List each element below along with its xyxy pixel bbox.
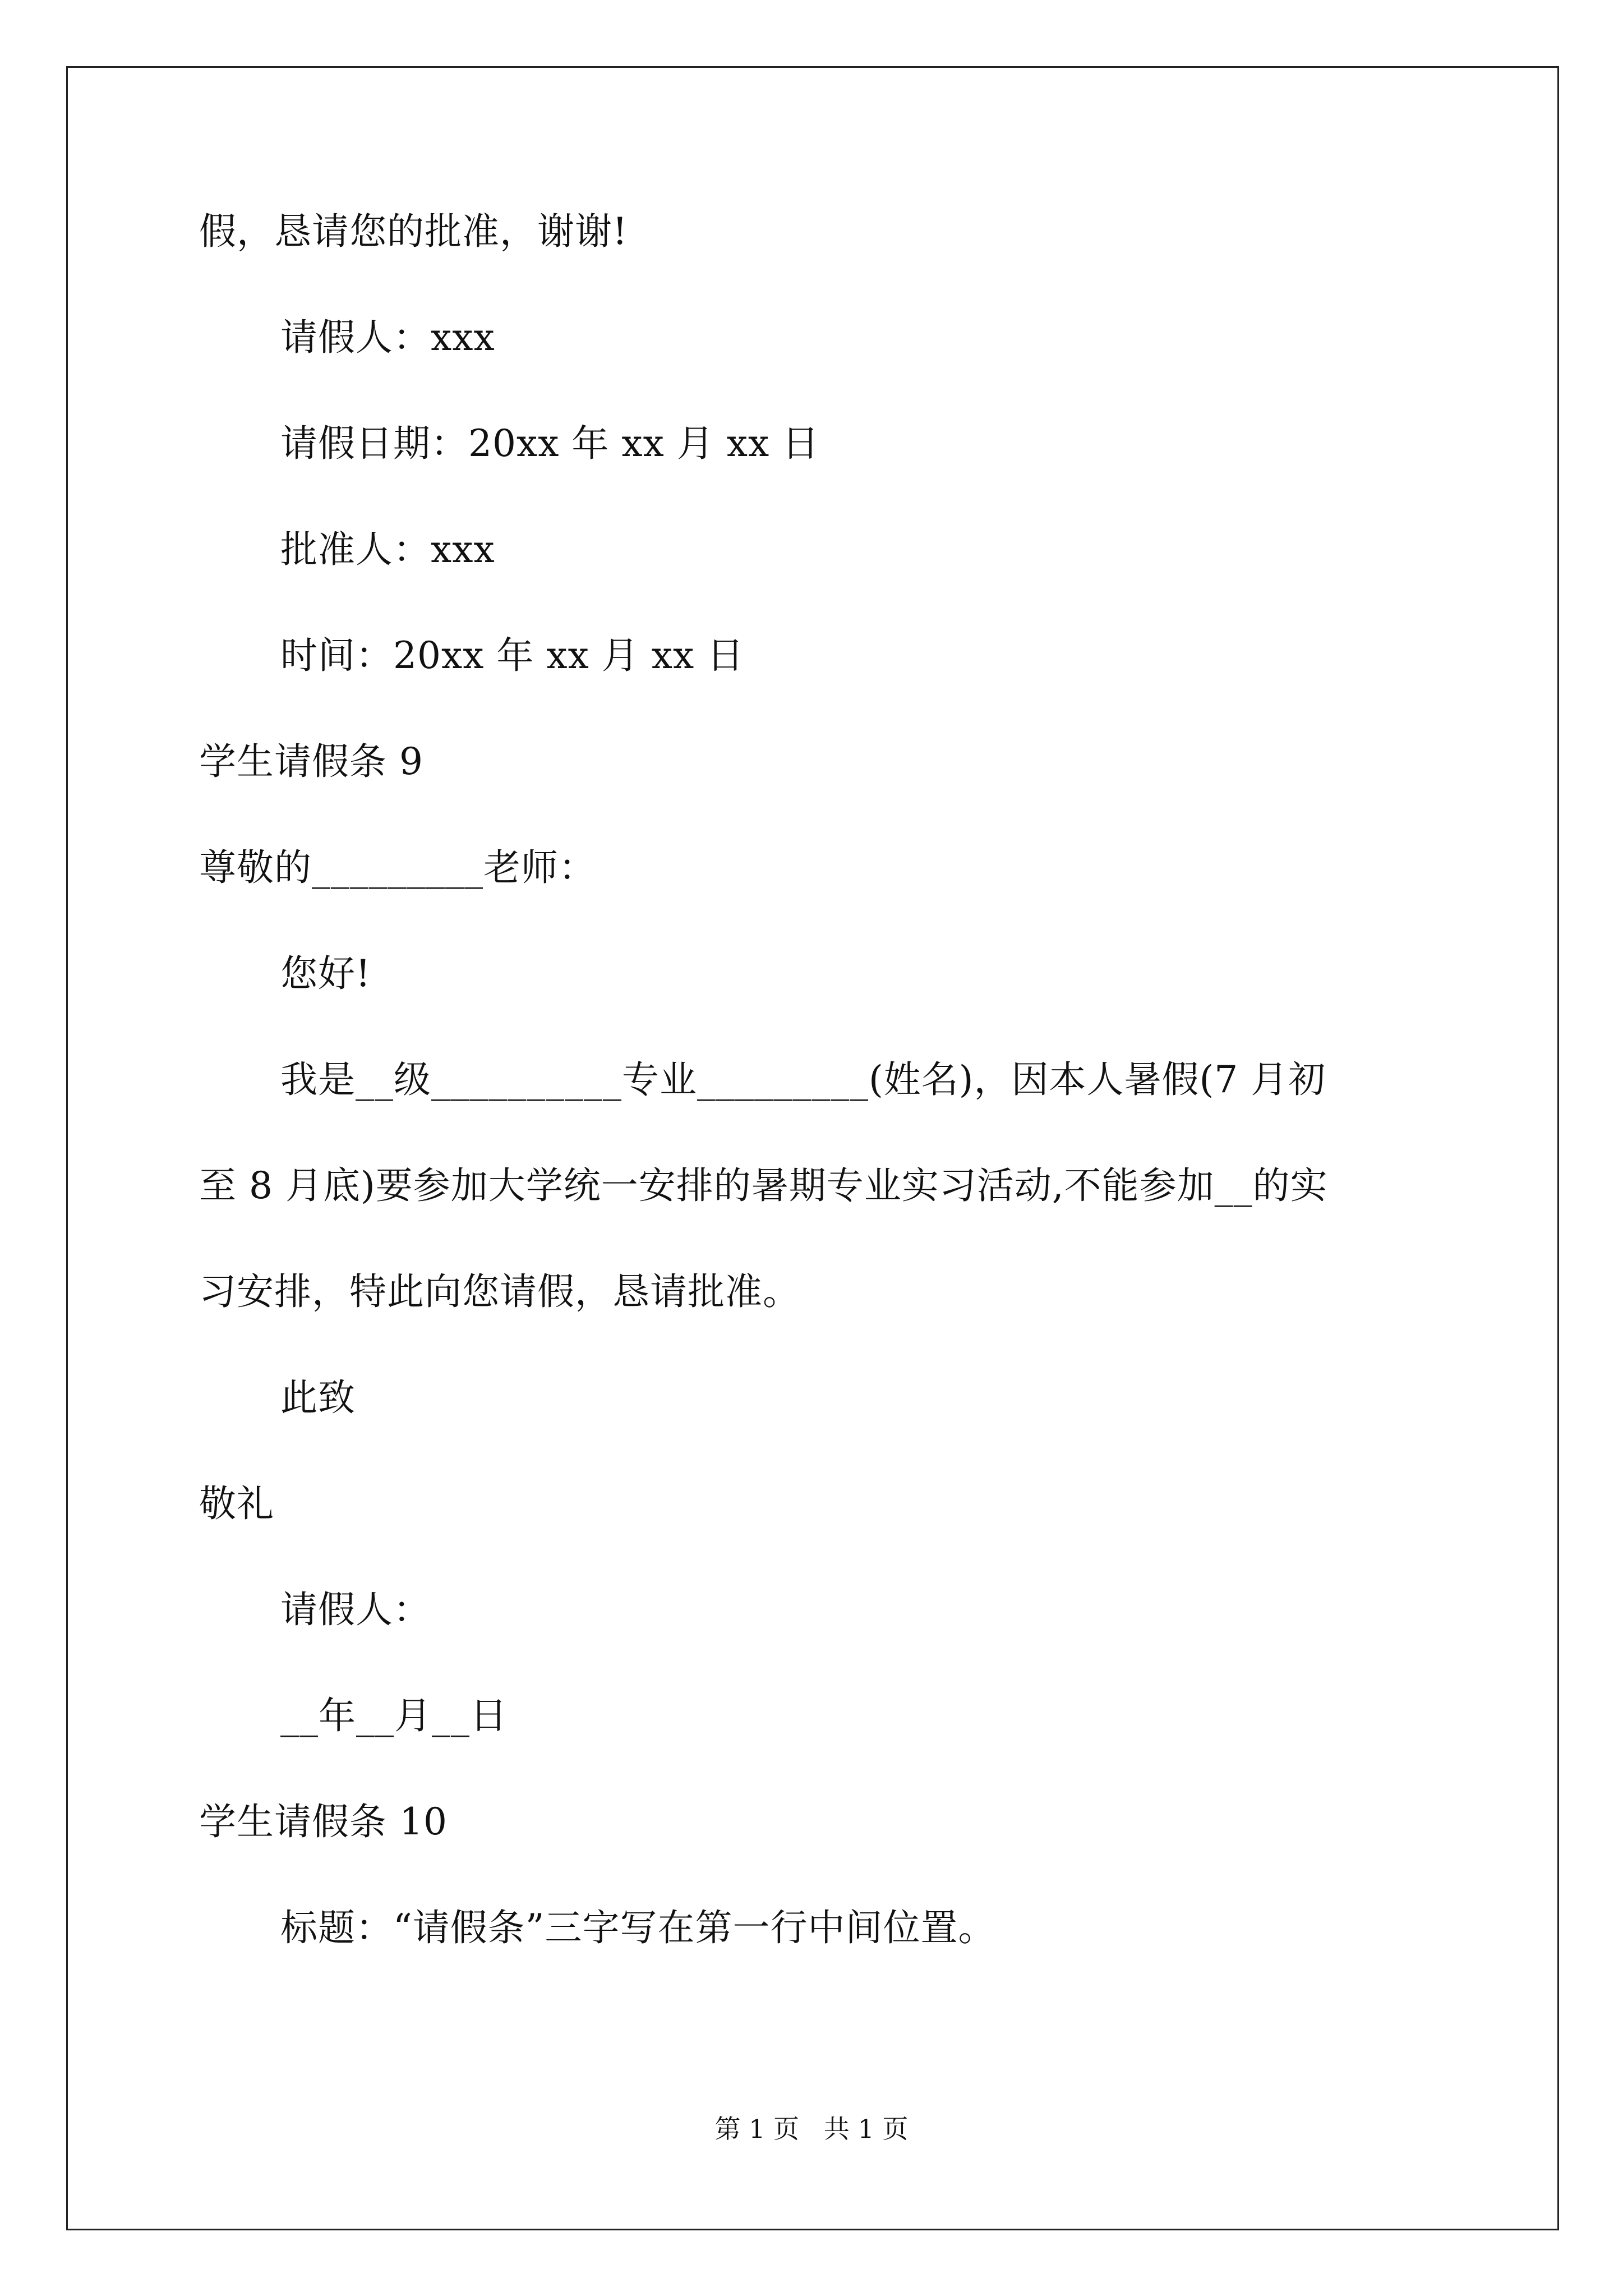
- page-footer: 第 1 页 共 1 页: [714, 2114, 909, 2144]
- text-line-salutation: 尊敬的_________老师：: [199, 846, 596, 889]
- text-line-approval-time: 时间：20xx 年 xx 月 xx 日: [280, 634, 745, 677]
- section-heading-9: 学生请假条 9: [199, 740, 423, 783]
- text-line-closing: 此致: [280, 1376, 356, 1419]
- text-line-continuation: 假，恳请您的批准，谢谢!: [199, 210, 628, 253]
- text-line-body-1: 我是__级__________专业_________(姓名)，因本人暑假(7 月初: [280, 1058, 1326, 1101]
- text-line-applicant: 请假人：xxx: [280, 316, 495, 359]
- text-line-body-3: 习安排，特此向您请假，恳请批准。: [199, 1270, 800, 1313]
- text-line-date-blank: __年__月__日: [280, 1694, 508, 1737]
- text-line-title-rule: 标题：“请假条”三字写在第一行中间位置。: [280, 1906, 996, 1949]
- text-line-body-2: 至 8 月底)要参加大学统一安排的暑期专业实习活动,不能参加__的实: [199, 1164, 1328, 1207]
- text-line-greeting: 您好!: [280, 952, 371, 995]
- text-line-regards: 敬礼: [199, 1482, 274, 1525]
- text-line-approver: 批准人：xxx: [280, 528, 495, 571]
- text-line-leave-date: 请假日期：20xx 年 xx 月 xx 日: [280, 422, 820, 465]
- section-heading-10: 学生请假条 10: [199, 1800, 448, 1843]
- text-line-signature: 请假人：: [280, 1588, 431, 1631]
